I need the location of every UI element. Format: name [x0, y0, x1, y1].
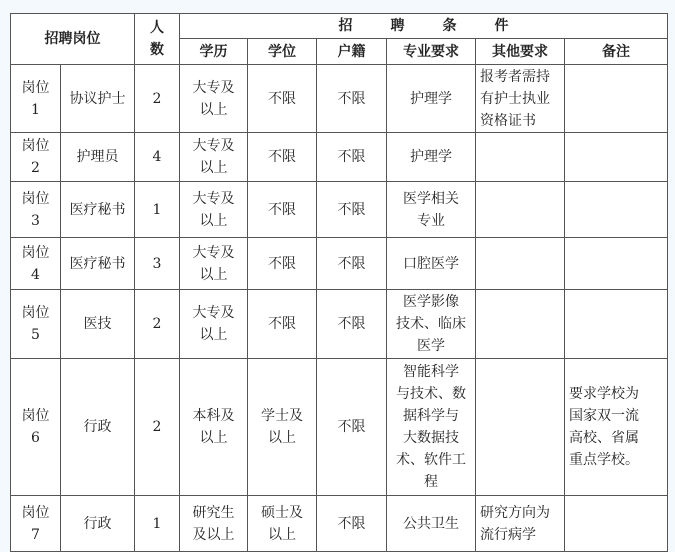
row-residence: 不限: [317, 133, 387, 182]
table-row: [11, 65, 668, 133]
row-degree: 不限: [248, 290, 317, 359]
header-conditions: 招聘条件: [180, 14, 668, 39]
row-education: 大专及 以上: [180, 238, 248, 290]
row-major: 智能科学 与技术、数 据科学与 大数据技 术、软件工 程: [387, 359, 476, 496]
table-row: [11, 359, 668, 496]
table-row: [11, 182, 668, 238]
row-remark: 要求学校为 国家双一流 高校、省属 重点学校。: [565, 359, 668, 496]
header-residence: 户籍: [317, 39, 387, 65]
row-count: 2: [135, 290, 180, 359]
row-name: 护理员: [61, 133, 135, 182]
header-education: 学历: [180, 39, 248, 65]
row-degree: 学士及 以上: [248, 359, 317, 496]
row-id: 岗位 2: [11, 133, 61, 182]
row-education: 大专及 以上: [180, 133, 248, 182]
row-education: 大专及 以上: [180, 290, 248, 359]
row-id: 岗位 4: [11, 238, 61, 290]
row-education: 大专及 以上: [180, 182, 248, 238]
recruitment-table: [10, 13, 668, 552]
row-remark: [565, 182, 668, 238]
row-other: [476, 290, 565, 359]
header-row-1: [11, 14, 668, 39]
header-position: 招聘岗位: [11, 14, 135, 65]
row-major: 医学影像 技术、临床 医学: [387, 290, 476, 359]
row-remark: [565, 290, 668, 359]
row-major: 护理学: [387, 65, 476, 133]
row-remark: [565, 133, 668, 182]
row-other: 研究方向为 流行病学: [476, 496, 565, 552]
row-id: 岗位 3: [11, 182, 61, 238]
row-residence: 不限: [317, 496, 387, 552]
row-remark: [565, 496, 668, 552]
row-remark: [565, 65, 668, 133]
row-other: [476, 359, 565, 496]
row-degree: 不限: [248, 133, 317, 182]
row-residence: 不限: [317, 238, 387, 290]
row-count: 1: [135, 496, 180, 552]
row-other: [476, 238, 565, 290]
row-major: 护理学: [387, 133, 476, 182]
header-count: 人 数: [135, 14, 180, 65]
row-other: [476, 133, 565, 182]
row-id: 岗位 7: [11, 496, 61, 552]
table-row: [11, 496, 668, 552]
row-count: 1: [135, 182, 180, 238]
row-residence: 不限: [317, 182, 387, 238]
row-name: 行政: [61, 359, 135, 496]
row-name: 医技: [61, 290, 135, 359]
row-residence: 不限: [317, 65, 387, 133]
table-row: [11, 238, 668, 290]
row-count: 2: [135, 359, 180, 496]
row-major: 口腔医学: [387, 238, 476, 290]
table-row: [11, 290, 668, 359]
row-count: 4: [135, 133, 180, 182]
header-other: 其他要求: [476, 39, 565, 65]
row-residence: 不限: [317, 290, 387, 359]
row-residence: 不限: [317, 359, 387, 496]
row-major: 公共卫生: [387, 496, 476, 552]
row-name: 医疗秘书: [61, 182, 135, 238]
row-education: 本科及 以上: [180, 359, 248, 496]
row-degree: 硕士及 以上: [248, 496, 317, 552]
row-other: 报考者需持 有护士执业 资格证书: [476, 65, 565, 133]
row-id: 岗位 6: [11, 359, 61, 496]
row-major: 医学相关 专业: [387, 182, 476, 238]
row-count: 2: [135, 65, 180, 133]
row-id: 岗位 5: [11, 290, 61, 359]
row-name: 医疗秘书: [61, 238, 135, 290]
header-degree: 学位: [248, 39, 317, 65]
row-name: 协议护士: [61, 65, 135, 133]
row-id: 岗位 1: [11, 65, 61, 133]
row-degree: 不限: [248, 238, 317, 290]
row-count: 3: [135, 238, 180, 290]
header-remark: 备注: [565, 39, 668, 65]
row-education: 研究生 及以上: [180, 496, 248, 552]
table-row: [11, 133, 668, 182]
row-education: 大专及 以上: [180, 65, 248, 133]
row-degree: 不限: [248, 65, 317, 133]
header-major: 专业要求: [387, 39, 476, 65]
row-remark: [565, 238, 668, 290]
row-degree: 不限: [248, 182, 317, 238]
row-other: [476, 182, 565, 238]
row-name: 行政: [61, 496, 135, 552]
